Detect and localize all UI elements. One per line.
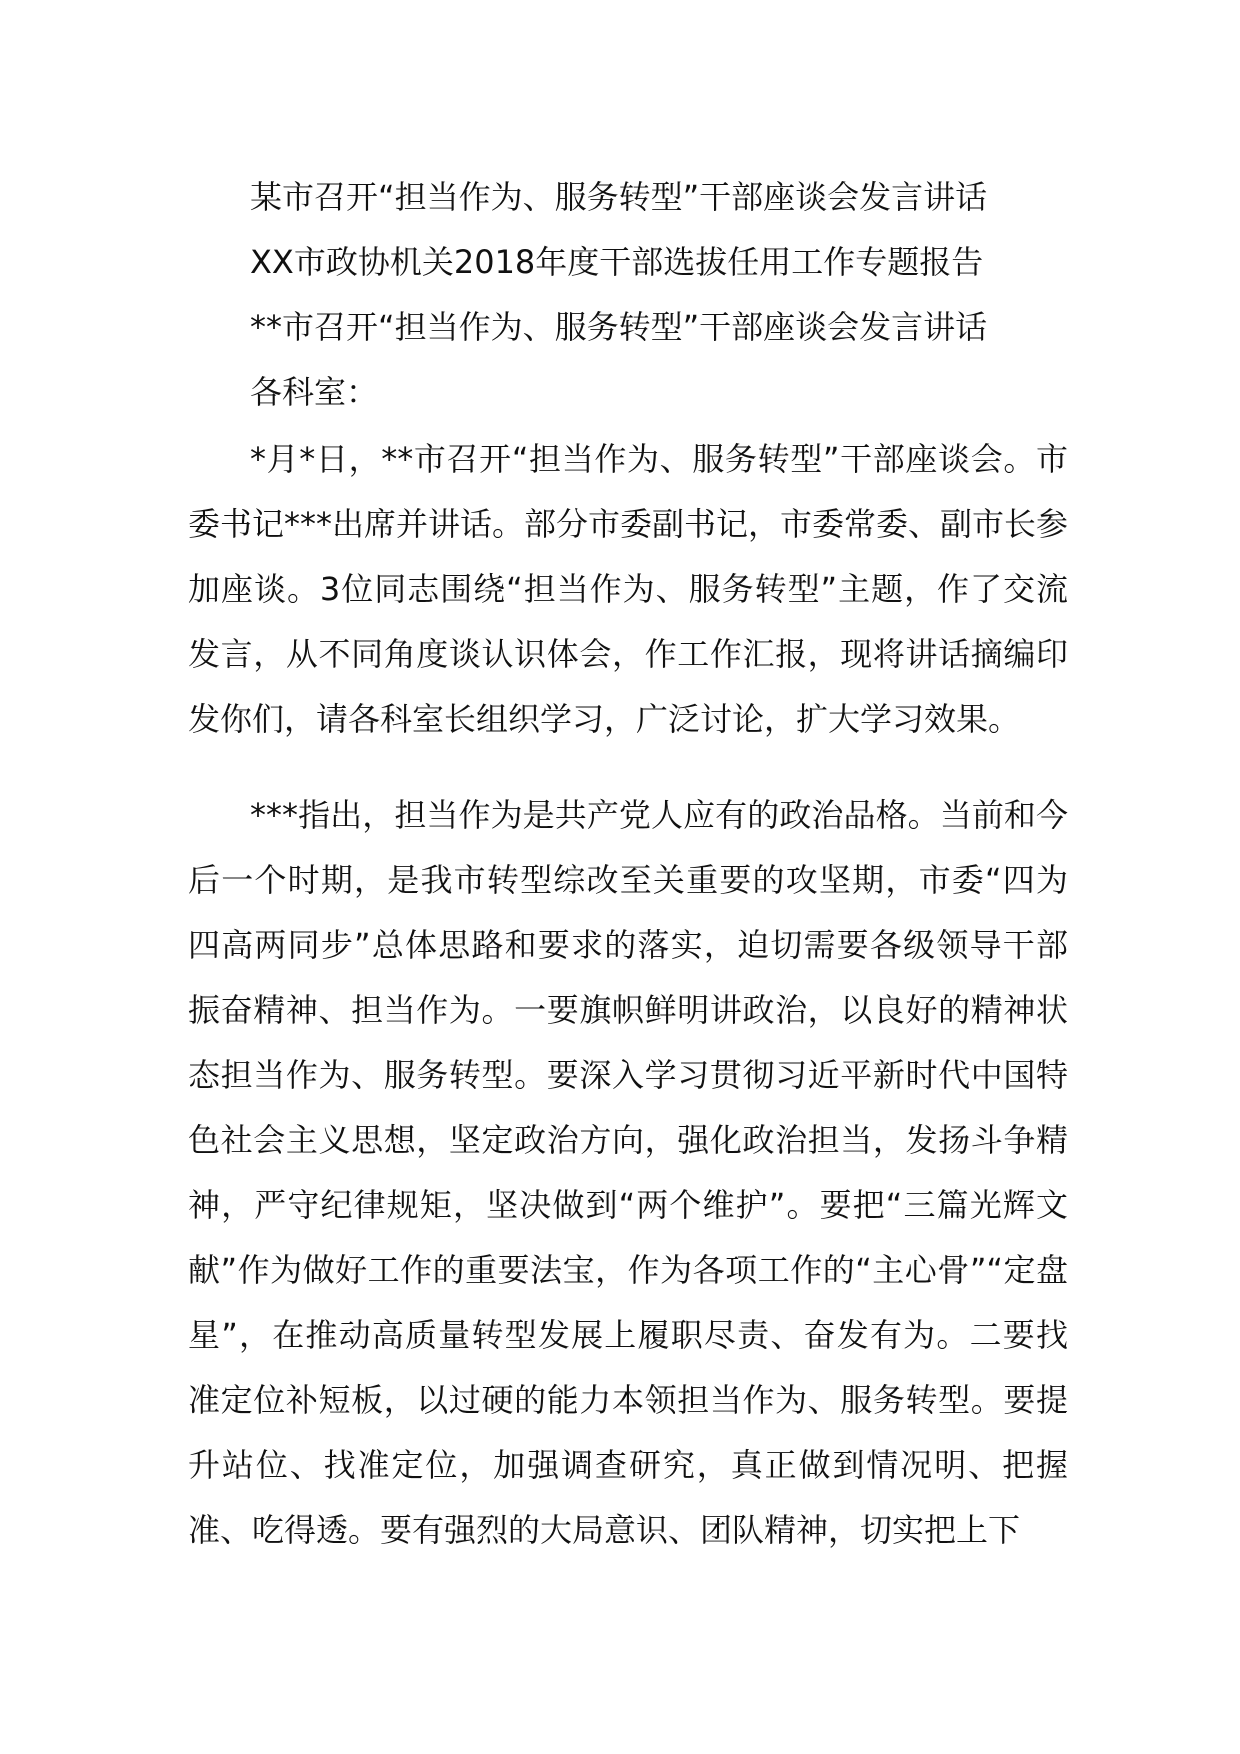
title-line-1: 某市召开“担当作为、服务转型”干部座谈会发言讲话	[250, 178, 988, 216]
title-line-2: XX市政协机关2018年度干部选拔任用工作专题报告	[250, 243, 984, 281]
body-paragraph-2: ***指出，担当作为是共产党人应有的政治品格。当前和今后一个时期，是我市转型综改至关重要的攻坚期，市委“四为四高两同步”总体思路和要求的落实，迫切需要各级领导干部振奋精神、担当作为。一要旗帜鲜明讲政治，以良好的精神状态担当作为、服务转型。要深入学习贯彻习近平新时代中国特色社会主义思想，坚定政治方向，强化政治担当，发扬斗争精神，严守纪律规矩，坚决做到“两个维护”。要把“三篇光辉文献”作为做好工作的重要法宝，作为各项工作的“主心骨”“定盘星”，在推动高质量转型发展上履职尽责、奋发有为。二要找准定位补短板，以过硬的能力本领担当作为、服务转型。要提升站位、找准定位，加强调查研究，真正做到情况明、把握准、吃得透。要有强烈的大局意识、团队精神，切实把上下	[188, 796, 1068, 1549]
body-paragraph-1: *月*日，**市召开“担当作为、服务转型”干部座谈会。市委书记***出席并讲话。部分市委副书记，市委常委、副市长参加座谈。3位同志围绕“担当作为、服务转型”主题，作了交流发言，从不同角度谈认识体会，作工作汇报，现将讲话摘编印发你们，请各科室长组织学习，广泛讨论，扩大学习效果。	[188, 440, 1069, 738]
title-line-3: **市召开“担当作为、服务转型”干部座谈会发言讲话	[250, 308, 988, 346]
document-header	[188, 165, 1068, 425]
salutation: 各科室：	[250, 373, 379, 411]
